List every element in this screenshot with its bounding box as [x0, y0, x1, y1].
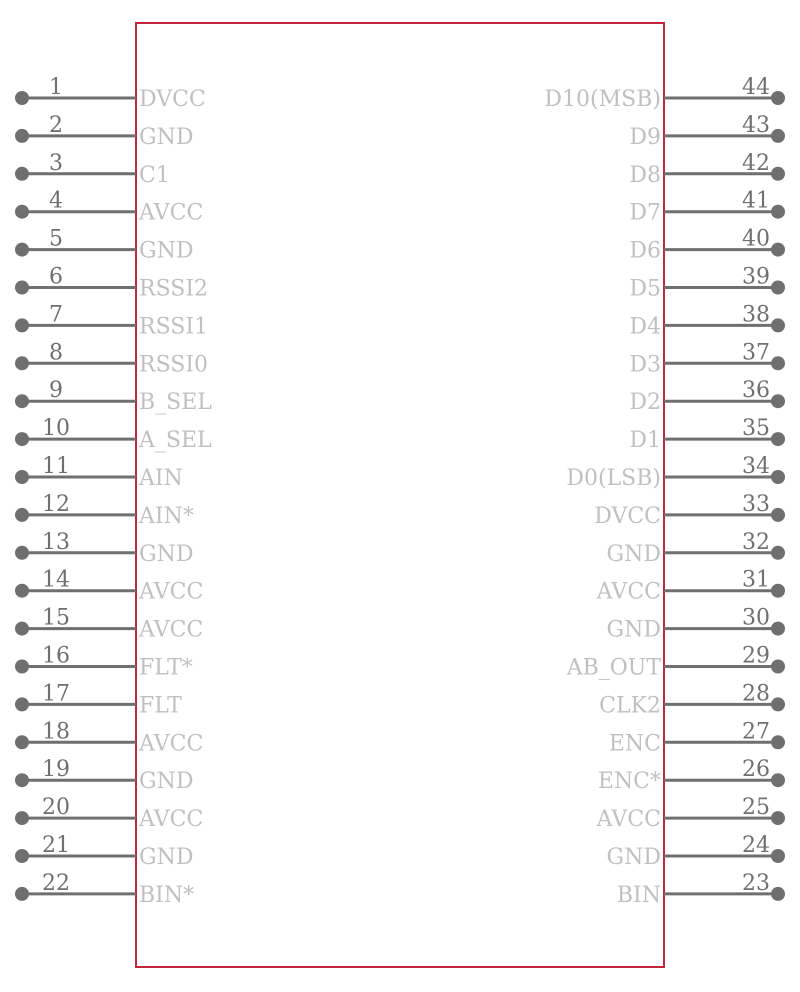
- pin-name: D1: [629, 428, 661, 454]
- pin-number: 12: [42, 491, 70, 517]
- pin-27: [609, 719, 785, 756]
- pin-name: D6: [629, 238, 661, 264]
- pin-number: 26: [742, 757, 770, 783]
- pin-name: AVCC: [139, 617, 204, 643]
- pin-number: 40: [742, 226, 770, 252]
- pin-name: D3: [629, 352, 661, 378]
- pin-10: [15, 416, 212, 453]
- pin-connector-dot: [15, 735, 29, 749]
- pin-connector-dot: [771, 356, 785, 370]
- pin-37: [629, 340, 785, 377]
- pin-number: 14: [42, 567, 70, 593]
- pin-40: [629, 227, 785, 264]
- pin-connector-dot: [771, 432, 785, 446]
- pin-18: [15, 719, 203, 756]
- pin-3: [15, 151, 170, 188]
- pin-connector-dot: [771, 735, 785, 749]
- pin-name: DVCC: [139, 87, 206, 112]
- pin-name: RSSI0: [139, 352, 209, 378]
- pin-name: D5: [629, 276, 661, 302]
- pin-32: [607, 530, 785, 567]
- pin-name: D0(LSB): [566, 466, 661, 491]
- pin-connector-dot: [15, 660, 29, 674]
- pin-connector-dot: [15, 318, 29, 332]
- pin-number: 16: [42, 643, 70, 669]
- pin-name: BIN*: [139, 882, 195, 908]
- pin-23: [617, 871, 785, 908]
- pin-name: BIN: [616, 882, 661, 908]
- pin-number: 20: [42, 795, 70, 821]
- pin-connector-dot: [15, 546, 29, 560]
- pin-connector-dot: [771, 697, 785, 711]
- pin-connector-dot: [15, 432, 29, 446]
- pin-number: 5: [49, 226, 63, 252]
- pin-number: 3: [49, 150, 63, 176]
- pin-name: GND: [606, 617, 661, 643]
- pin-number: 1: [49, 75, 63, 100]
- pin-16: [15, 644, 193, 681]
- pin-connector-dot: [771, 849, 785, 863]
- pin-name: C1: [139, 162, 170, 188]
- pin-number: 10: [42, 416, 70, 442]
- pin-number: 21: [42, 833, 70, 858]
- pin-name: GND: [606, 845, 661, 870]
- pin-name: GND: [139, 541, 194, 567]
- pin-number: 28: [742, 681, 770, 707]
- pin-24: [607, 833, 785, 870]
- pin-connector-dot: [15, 394, 29, 408]
- pin-connector-dot: [15, 243, 29, 257]
- pin-connector-dot: [15, 622, 29, 636]
- pin-connector-dot: [771, 584, 785, 598]
- pin-29: [566, 644, 785, 681]
- pin-28: [599, 681, 785, 718]
- pin-connector-dot: [771, 318, 785, 332]
- pin-1: [15, 75, 206, 112]
- pin-connector-dot: [15, 205, 29, 219]
- pin-19: [15, 757, 193, 794]
- pin-number: 30: [742, 605, 770, 631]
- pin-connector-dot: [15, 91, 29, 105]
- pin-connector-dot: [15, 167, 29, 181]
- pin-number: 17: [42, 681, 70, 707]
- pin-connector-dot: [15, 281, 29, 295]
- pin-connector-dot: [771, 205, 785, 219]
- pin-number: 11: [42, 454, 70, 479]
- pin-connector-dot: [771, 546, 785, 560]
- pin-14: [15, 568, 203, 605]
- pin-connector-dot: [771, 811, 785, 825]
- pin-name: AVCC: [139, 579, 204, 605]
- pin-connector-dot: [15, 773, 29, 787]
- pin-number: 15: [42, 605, 70, 631]
- pin-connector-dot: [15, 356, 29, 370]
- pin-connector-dot: [771, 91, 785, 105]
- pin-12: [15, 492, 194, 529]
- pin-number: 6: [49, 264, 63, 290]
- pin-connector-dot: [15, 470, 29, 484]
- pin-name: GND: [139, 238, 194, 264]
- pin-20: [15, 795, 203, 832]
- pin-number: 38: [742, 302, 770, 328]
- pin-5: [15, 227, 193, 264]
- pin-number: 27: [742, 719, 770, 745]
- pin-6: [15, 265, 208, 302]
- pin-2: [15, 113, 193, 150]
- pin-number: 43: [742, 112, 770, 138]
- pin-number: 42: [742, 150, 770, 176]
- pin-name: AB_OUT: [566, 655, 661, 681]
- pin-name: D4: [629, 314, 661, 340]
- pin-connector-dot: [771, 167, 785, 181]
- pin-name: GND: [606, 541, 661, 567]
- pin-number: 33: [742, 491, 770, 517]
- pin-connector-dot: [771, 394, 785, 408]
- pin-7: [15, 302, 208, 339]
- pin-number: 34: [742, 454, 770, 479]
- pin-number: 41: [742, 188, 770, 214]
- pin-number: 24: [742, 833, 770, 858]
- pin-number: 8: [49, 340, 63, 366]
- pin-name: B_SEL: [139, 390, 212, 416]
- pin-22: [15, 871, 194, 908]
- pin-connector-dot: [15, 811, 29, 825]
- pin-name: AVCC: [596, 807, 661, 833]
- pin-name: AVCC: [139, 807, 204, 833]
- pin-21: [15, 833, 193, 870]
- component-body: [136, 23, 664, 967]
- pin-number: 7: [49, 302, 63, 328]
- pin-number: 29: [742, 643, 770, 669]
- pin-25: [596, 795, 785, 832]
- pin-name: AVCC: [139, 200, 204, 226]
- pin-name: ENC*: [597, 769, 661, 795]
- pin-name: GND: [139, 845, 194, 870]
- pin-name: D10(MSB): [544, 87, 661, 112]
- pin-number: 2: [49, 112, 63, 138]
- pin-name: GND: [139, 124, 194, 150]
- pin-connector-dot: [771, 129, 785, 143]
- pin-35: [629, 416, 785, 453]
- pin-name: RSSI2: [139, 276, 209, 302]
- pin-name: AVCC: [596, 579, 661, 605]
- pin-number: 4: [49, 188, 63, 214]
- pin-connector-dot: [771, 773, 785, 787]
- pin-name: DVCC: [594, 503, 661, 529]
- pin-11: [15, 454, 183, 491]
- pin-number: 9: [49, 378, 63, 404]
- pin-name: D8: [629, 162, 661, 188]
- pin-15: [15, 606, 203, 643]
- pin-connector-dot: [771, 281, 785, 295]
- pin-17: [15, 681, 182, 718]
- pin-number: 19: [42, 757, 70, 783]
- pin-number: 37: [742, 340, 770, 366]
- pin-number: 36: [742, 378, 770, 404]
- pin-name: A_SEL: [139, 428, 212, 454]
- pin-number: 35: [742, 416, 770, 442]
- pin-number: 13: [42, 529, 70, 555]
- pin-name: GND: [139, 769, 194, 795]
- pin-31: [596, 568, 785, 605]
- pin-34: [566, 454, 785, 491]
- pin-name: RSSI1: [139, 314, 209, 340]
- pin-name: D9: [629, 124, 661, 150]
- pin-name: AIN: [139, 466, 183, 491]
- pin-number: 25: [742, 795, 770, 821]
- pin-8: [15, 340, 208, 377]
- pin-connector-dot: [771, 887, 785, 901]
- pin-name: AIN*: [139, 503, 194, 529]
- pin-number: 23: [742, 870, 770, 896]
- pin-42: [629, 151, 785, 188]
- pin-9: [15, 378, 212, 415]
- pin-connector-dot: [15, 508, 29, 522]
- pin-connector-dot: [771, 470, 785, 484]
- pin-4: [15, 189, 203, 226]
- pin-number: 39: [742, 264, 770, 290]
- pin-33: [594, 492, 785, 529]
- pin-name: FLT: [139, 693, 182, 719]
- pin-connector-dot: [771, 622, 785, 636]
- pin-connector-dot: [771, 660, 785, 674]
- pin-name: D7: [629, 200, 661, 226]
- pin-connector-dot: [15, 697, 29, 711]
- pin-name: ENC: [608, 731, 661, 757]
- pin-43: [629, 113, 785, 150]
- pin-41: [629, 189, 785, 226]
- pin-number: 31: [742, 567, 770, 593]
- pin-connector-dot: [15, 584, 29, 598]
- pin-connector-dot: [771, 243, 785, 257]
- pin-30: [607, 606, 785, 643]
- pin-name: CLK2: [599, 693, 661, 719]
- pin-name: D2: [629, 390, 661, 416]
- pin-connector-dot: [15, 887, 29, 901]
- pin-connector-dot: [15, 129, 29, 143]
- pin-26: [598, 757, 785, 794]
- pin-connector-dot: [771, 508, 785, 522]
- pin-number: 22: [42, 870, 70, 896]
- pin-name: FLT*: [139, 655, 193, 681]
- pin-connector-dot: [15, 849, 29, 863]
- pin-number: 44: [742, 75, 770, 100]
- left-pin-group: [15, 75, 212, 908]
- pin-number: 32: [742, 529, 770, 555]
- pin-name: AVCC: [139, 731, 204, 757]
- pin-38: [629, 302, 785, 339]
- pin-13: [15, 530, 193, 567]
- pin-39: [629, 265, 785, 302]
- pin-36: [629, 378, 785, 415]
- pin-number: 18: [42, 719, 70, 745]
